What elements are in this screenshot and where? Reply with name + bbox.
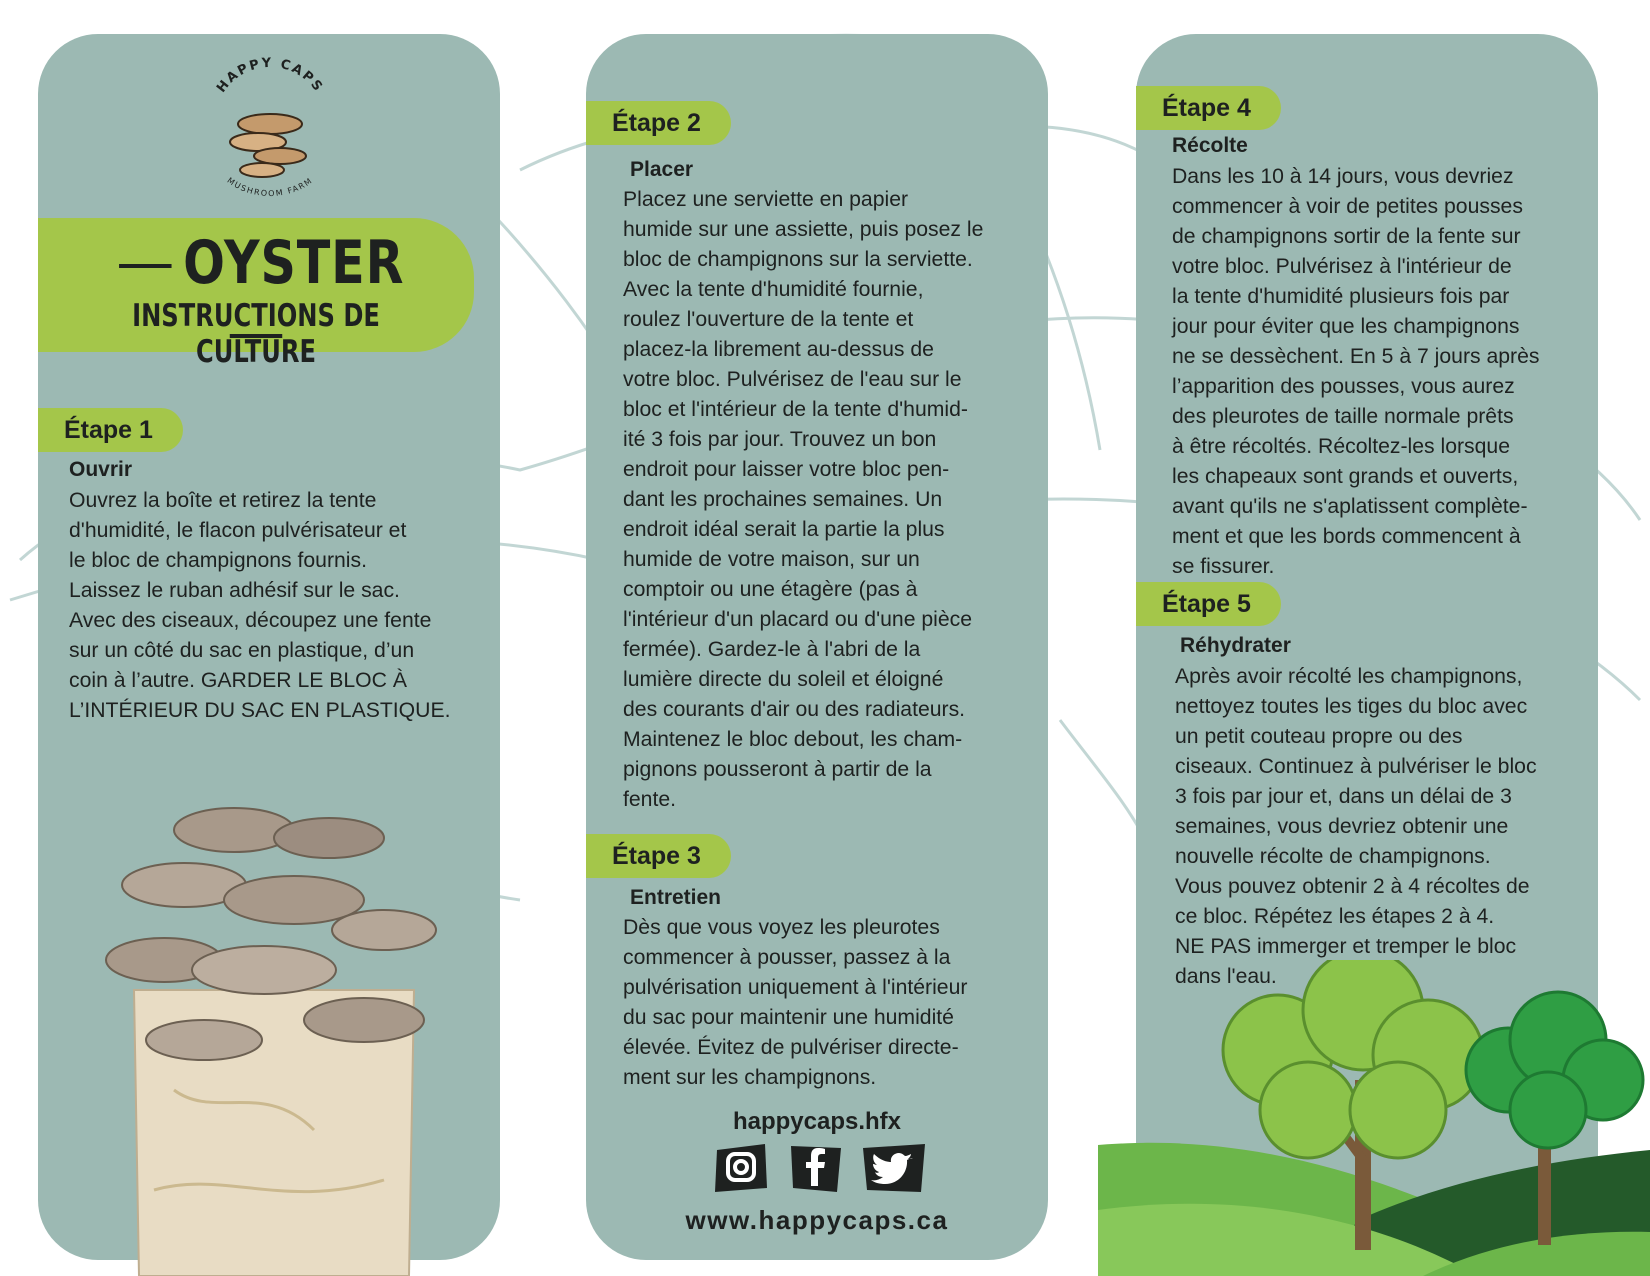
text-line: comptoir ou une étagère (pas à (623, 578, 918, 601)
step-3-heading: Entretien (630, 886, 722, 909)
text-line: coin à l’autre. GARDER LE BLOC À (69, 669, 407, 692)
text-line: du sac pour maintenir une humidité (623, 1006, 954, 1029)
title-subtitle: INSTRUCTIONS DE CULTURE (132, 298, 380, 370)
text-line: semaines, vous devriez obtenir une (1175, 815, 1509, 838)
step-1-heading: Ouvrir (69, 458, 133, 481)
text-line: placez-la librement au-dessus de (623, 338, 934, 361)
social-handle[interactable]: happycaps.hfx (732, 1108, 902, 1135)
svg-text:HAPPY CAPS: HAPPY CAPS (214, 55, 326, 96)
step-2-tag: Étape 2 (586, 101, 731, 145)
text-line: fente. (623, 788, 677, 811)
title-dash-left (119, 264, 171, 268)
landscape-trees-illustration (1098, 960, 1650, 1276)
text-line: fermée). Gardez-le à l'abri de la (623, 638, 921, 661)
text-line: Avec la tente d'humidité fournie, (623, 278, 924, 301)
text-line: bloc de champignons sur la serviette. (623, 248, 973, 271)
happy-caps-logo (200, 52, 340, 202)
text-line: Dès que vous voyez les pleurotes (623, 916, 940, 939)
text-line: ne se dessèchent. En 5 à 7 jours après (1172, 345, 1540, 368)
text-line: humide de votre maison, sur un (623, 548, 920, 571)
text-line: d'humidité, le flacon pulvérisateur et (69, 519, 407, 542)
step-4-body (1172, 162, 1582, 582)
text-line: 3 fois par jour et, dans un délai de 3 (1175, 785, 1512, 808)
product-title: OYSTER (77, 228, 435, 368)
text-line: votre bloc. Pulvérisez à l'intérieur de (1172, 255, 1512, 278)
text-line: Ouvrez la boîte et retirez la tente (69, 489, 377, 512)
step-1-tag: Étape 1 (38, 408, 183, 452)
text-line: des pleurotes de taille normale prêts (1172, 405, 1514, 428)
text-line: L’INTÉRIEUR DU SAC EN PLASTIQUE. (69, 699, 451, 722)
text-line: commencer à voir de petites pousses (1172, 195, 1523, 218)
step-4-heading: Récolte (1172, 134, 1248, 157)
text-line: Laissez le ruban adhésif sur le sac. (69, 579, 400, 602)
title-banner (38, 218, 474, 370)
text-line: de champignons sortir de la fente sur (1172, 225, 1521, 248)
instagram-icon[interactable] (711, 1140, 771, 1196)
text-line: la tente d'humidité plusieurs fois par (1172, 285, 1510, 308)
text-line: ité 3 fois par jour. Trouvez un bon (623, 428, 937, 451)
text-line: pulvérisation uniquement à l'intérieur (623, 976, 968, 999)
text-line: roulez l'ouverture de la tente et (623, 308, 914, 331)
text-line: Maintenez le bloc debout, les cham- (623, 728, 963, 751)
facebook-icon[interactable] (785, 1140, 845, 1196)
step-3-body (623, 913, 1033, 1093)
text-line: lumière directe du soleil et éloigné (623, 668, 944, 691)
text-line: dant les prochaines semaines. Un (623, 488, 943, 511)
text-line: sur un côté du sac en plastique, d’un (69, 639, 415, 662)
text-line: humide sur une assiette, puis posez le (623, 218, 984, 241)
text-line: jour pour éviter que les champignons (1172, 315, 1520, 338)
step-2-body (623, 185, 1033, 815)
text-line: endroit idéal serait la partie la plus (623, 518, 945, 541)
text-line: dans l'eau. (1175, 965, 1277, 988)
text-line: ment sur les champignons. (623, 1066, 877, 1089)
text-line: Vous pouvez obtenir 2 à 4 récoltes de (1175, 875, 1530, 898)
website-link[interactable]: www.happycaps.ca (685, 1205, 949, 1235)
text-line: Après avoir récolté les champignons, (1175, 665, 1523, 688)
step-3-tag: Étape 3 (586, 834, 731, 878)
step-5-heading: Réhydrater (1180, 634, 1291, 657)
text-line: avant qu'ils ne s'aplatissent complète- (1172, 495, 1528, 518)
text-line: l'intérieur d'un placard ou d'une pièce (623, 608, 973, 631)
text-line: des courants d'air ou des radiateurs. (623, 698, 966, 721)
text-line: ciseaux. Continuez à pulvériser le bloc (1175, 755, 1537, 778)
step-1-body (69, 486, 474, 726)
text-line: se fissurer. (1172, 555, 1275, 578)
text-line: Avec des ciseaux, découpez une fente (69, 609, 432, 632)
step-5-tag: Étape 5 (1136, 582, 1281, 626)
twitter-icon[interactable] (859, 1140, 929, 1196)
text-line: le bloc de champignons fournis. (69, 549, 367, 572)
svg-text:MUSHROOM FARM: MUSHROOM FARM (225, 175, 315, 199)
step-2-heading: Placer (630, 158, 694, 181)
social-icons (706, 1140, 934, 1200)
text-line: les chapeaux sont grands et ouverts, (1172, 465, 1519, 488)
text-line: endroit pour laisser votre bloc pen- (623, 458, 950, 481)
text-line: ce bloc. Répétez les étapes 2 à 4. (1175, 905, 1495, 928)
text-line: Placez une serviette en papier (623, 188, 909, 211)
text-line: pignons pousseront à partir de la (623, 758, 932, 781)
mushroom-block-image (84, 790, 454, 1276)
step-4-tag: Étape 4 (1136, 86, 1281, 130)
text-line: nettoyez toutes les tiges du bloc avec (1175, 695, 1528, 718)
text-line: nouvelle récolte de champignons. (1175, 845, 1491, 868)
text-line: votre bloc. Pulvérisez de l'eau sur le (623, 368, 962, 391)
text-line: à être récoltés. Récoltez-les lorsque (1172, 435, 1510, 458)
text-line: élevée. Évitez de pulvériser directe- (623, 1036, 959, 1059)
text-line: l’apparition des pousses, vous aurez (1172, 375, 1515, 398)
text-line: bloc et l'intérieur de la tente d'humid- (623, 398, 968, 421)
step-5-body (1175, 662, 1585, 992)
text-line: NE PAS immerger et tremper le bloc (1175, 935, 1517, 958)
text-line: Dans les 10 à 14 jours, vous devriez (1172, 165, 1514, 188)
text-line: commencer à pousser, passez à la (623, 946, 951, 969)
text-line: ment et que les bords commencent à (1172, 525, 1521, 548)
text-line: un petit couteau propre ou des (1175, 725, 1463, 748)
